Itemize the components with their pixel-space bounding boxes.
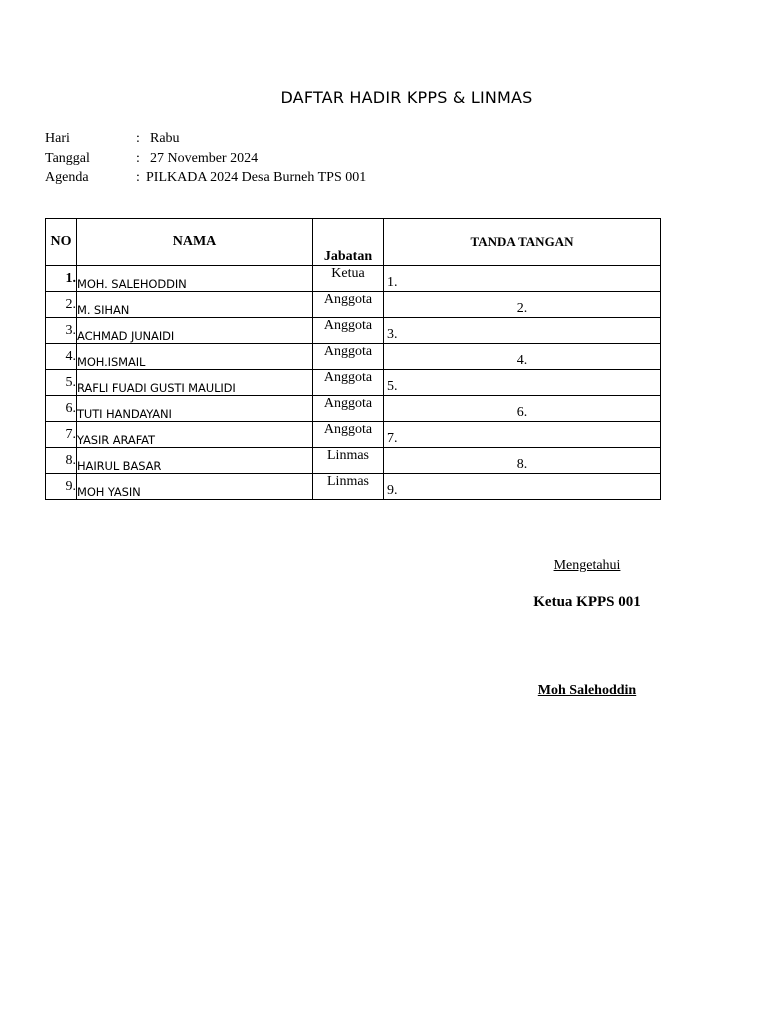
row-jabatan: Anggota [313,422,384,448]
table-row [46,474,661,500]
row-no: 6. [46,396,77,422]
row-jabatan: Linmas [313,474,384,500]
meta-colon: : [136,131,140,146]
meta-label-tanggal: Tanggal [45,150,90,166]
row-jabatan: Anggota [313,370,384,396]
row-nama: ACHMAD JUNAIDI [77,318,313,344]
row-nama: TUTI HANDAYANI [77,396,313,422]
meta-label-agenda: Agenda [45,170,89,185]
meta-row-agenda [45,168,445,188]
acknowledged-label: Mengetahui [553,558,621,573]
meta-row-hari [45,129,445,149]
meta-row-tanggal [45,149,445,169]
table-row [46,292,661,318]
row-nama: MOH YASIN [77,474,313,500]
header-jabatan: Jabatan [313,219,384,266]
row-no: 5. [46,370,77,396]
signer-position: Ketua KPPS 001 [533,594,641,610]
row-no: 4. [46,344,77,370]
row-tanda-tangan: 6. [384,396,661,422]
row-nama: MOH. SALEHODDIN [77,266,313,292]
meta-colon: : [136,170,140,185]
row-nama: HAIRUL BASAR [77,448,313,474]
row-jabatan: Ketua [313,266,384,292]
row-jabatan: Linmas [313,448,384,474]
table-row [46,318,661,344]
row-nama: M. SIHAN [77,292,313,318]
page-title: DAFTAR HADIR KPPS & LINMAS [280,88,533,107]
row-tanda-tangan: 9. [384,474,661,500]
table-row [46,448,661,474]
meta-value-agenda: PILKADA 2024 Desa Burneh TPS 001 [146,170,367,185]
row-tanda-tangan: 2. [384,292,661,318]
row-no: 3. [46,318,77,344]
row-tanda-tangan: 5. [384,370,661,396]
table-row [46,266,661,292]
table-row [46,344,661,370]
row-tanda-tangan: 7. [384,422,661,448]
row-jabatan: Anggota [313,318,384,344]
row-nama: RAFLI FUADI GUSTI MAULIDI [77,370,313,396]
row-tanda-tangan: 3. [384,318,661,344]
row-no: 7. [46,422,77,448]
table-row [46,396,661,422]
table-row [46,422,661,448]
attendance-table [45,218,661,500]
row-no: 1. [46,266,77,292]
row-jabatan: Anggota [313,344,384,370]
row-jabatan: Anggota [313,396,384,422]
meta-value-hari: Rabu [150,131,180,146]
header-no: NO [46,219,77,266]
table-header-row [46,219,661,266]
row-tanda-tangan: 1. [384,266,661,292]
row-no: 2. [46,292,77,318]
header-tanda-tangan: TANDA TANGAN [384,219,661,266]
meta-value-tanggal: 27 November 2024 [150,150,259,166]
row-tanda-tangan: 4. [384,344,661,370]
row-nama: MOH.ISMAIL [77,344,313,370]
row-no: 9. [46,474,77,500]
meta-info [45,129,445,188]
row-jabatan: Anggota [313,292,384,318]
header-nama: NAMA [77,219,313,266]
table-row [46,370,661,396]
meta-label-hari: Hari [45,131,70,146]
row-nama: YASIR ARAFAT [77,422,313,448]
row-no: 8. [46,448,77,474]
signer-name: Moh Salehoddin [537,683,637,698]
row-tanda-tangan: 8. [384,448,661,474]
meta-colon: : [136,150,140,166]
